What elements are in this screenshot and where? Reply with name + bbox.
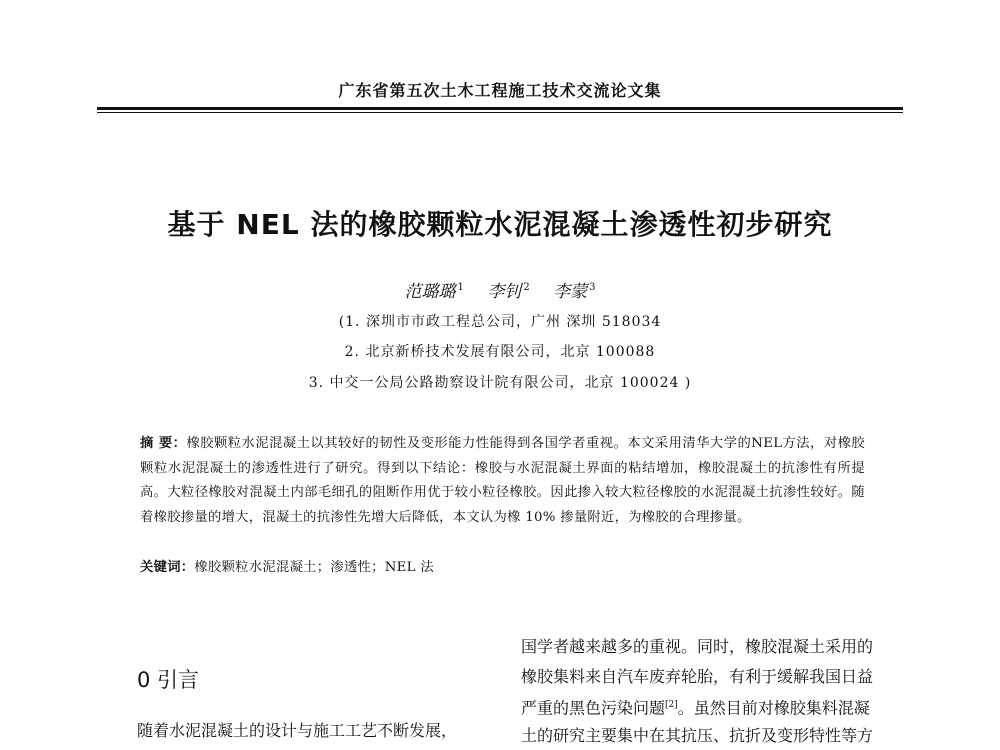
header-rule-thick bbox=[97, 107, 903, 110]
paper-title: 基于 NEL 法的橡胶颗粒水泥混凝土渗透性初步研究 bbox=[0, 203, 1000, 243]
keywords bbox=[140, 556, 865, 575]
text-segment: 。虽然目前对橡胶集料混凝 bbox=[678, 698, 870, 717]
text-line: 土的研究主要集中在其抗压、抗折及变形特性等方 bbox=[521, 721, 913, 750]
author-name: 范璐璐 bbox=[405, 282, 456, 302]
abstract-text: 橡胶颗粒水泥混凝土以其较好的韧性及变形能力性能得到各国学者重视。本文采用清华大学的NEL方法，对橡胶颗粒水泥混凝土的渗透性进行了研究。得到以下结论：橡胶与水泥混凝土界面的粘结增加，橡胶混凝土的抗渗性有所提高。大粒径橡胶对混凝土内部毛细孔的阻断作用优于较小粒径橡胶。因此掺入较大粒径橡胶的水泥混凝土抗渗性较好。随着橡胶掺量的增大，混凝土的抗渗性先增大后降低，本文认为橡 10% 掺量附近，为橡胶的合理掺量。 bbox=[140, 436, 865, 525]
affiliation-2: 2. 北京新桥技术发展有限公司，北京 100088 bbox=[0, 341, 1000, 361]
author-name: 李蒙 bbox=[553, 282, 587, 302]
running-header: 广东省第五次土木工程施工技术交流论文集 bbox=[0, 78, 1000, 101]
text-line: 国学者越来越多的重视。同时，橡胶混凝土采用的 bbox=[521, 632, 913, 662]
text-line bbox=[521, 691, 913, 721]
right-column-text bbox=[521, 632, 913, 750]
abstract bbox=[140, 432, 865, 530]
header-rule-thin bbox=[97, 112, 903, 113]
author-affil-mark: 1 bbox=[458, 282, 464, 293]
affiliation-1: (1. 深圳市市政工程总公司，广州 深圳 518034 bbox=[0, 311, 1000, 331]
author-name: 李钊 bbox=[487, 282, 521, 302]
author-affil-mark: 3 bbox=[589, 282, 595, 293]
keywords-label: 关键词： bbox=[140, 560, 194, 575]
citation-ref: [2] bbox=[665, 700, 678, 710]
text-line: 橡胶集料来自汽车废弃轮胎，有利于缓解我国日益 bbox=[521, 662, 913, 692]
author-list bbox=[0, 277, 1000, 302]
text-segment: 严重的黑色污染问题 bbox=[521, 698, 665, 717]
section-heading: 0 引言 bbox=[137, 664, 199, 694]
keywords-text: 橡胶颗粒水泥混凝土；渗透性；NEL 法 bbox=[194, 560, 434, 575]
left-column-text: 随着水泥混凝土的设计与施工工艺不断发展， bbox=[137, 716, 507, 746]
affiliation-3: 3. 中交一公局公路勘察设计院有限公司，北京 100024 ) bbox=[0, 372, 1000, 392]
author-affil-mark: 2 bbox=[523, 282, 529, 293]
abstract-label: 摘 要： bbox=[140, 436, 186, 451]
